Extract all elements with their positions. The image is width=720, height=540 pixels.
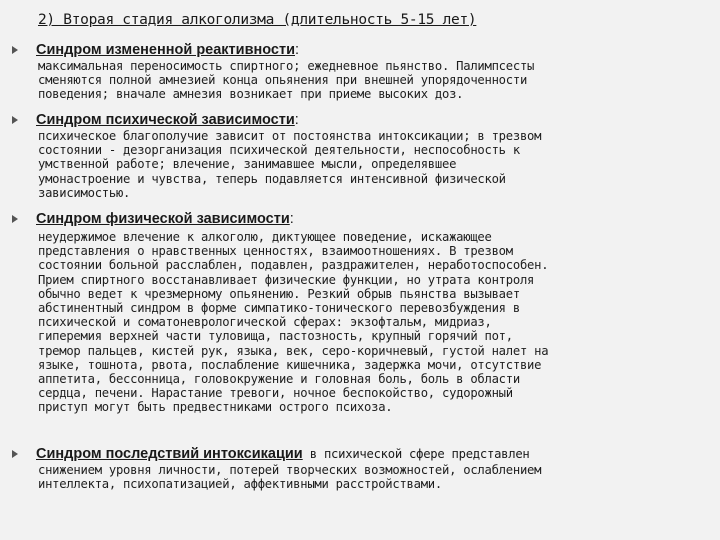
body-line: неудержимое влечение к алкоголю, диктующее поведение, искажающее [38, 230, 492, 244]
section-heading-text: Синдром физической зависимости [36, 211, 290, 227]
section-heading [36, 112, 299, 129]
section-heading [36, 211, 294, 228]
body-line: снижением уровня личности, потерей творческих возможностей, ослаблением [38, 463, 542, 477]
body-line: поведения; вначале амнезия возникает при приеме высоких доз. [38, 87, 464, 102]
body-line: интеллекта, психопатизацией, аффективными расстройствами. [38, 477, 442, 492]
body-line: психической и соматоневрологической сферах: экзофтальм, мидриаз, [38, 315, 492, 330]
body-line: обычно ведет к чрезмерному опьянению. Резкий обрыв пьянства вызывает [38, 286, 520, 301]
section-heading-suffix: в психической сфере представлен [302, 447, 530, 461]
section-heading-text: Синдром последствий интоксикации [36, 446, 303, 462]
section-heading-text: Синдром психической зависимости [36, 112, 295, 128]
triangle-bullet-icon [12, 116, 18, 124]
body-line: приступ могут быть предвестниками острого психоза. [38, 400, 393, 415]
triangle-bullet-icon [12, 46, 18, 54]
body-line: психическое благополучие зависит от постоянства интоксикации; в трезвом [38, 129, 542, 143]
section-heading [36, 446, 530, 463]
body-line: тремор пальцев, кистей рук, языка, век, серо-коричневый, густой налет на [38, 343, 549, 358]
section-heading-text: Синдром измененной реактивности [36, 42, 295, 58]
section-body [38, 59, 534, 102]
body-line: состоянии - дезорганизация психической деятельности, неспособность к [38, 143, 520, 158]
body-line: аппетита, бессонница, головокружение и головная боль, боль в области [38, 372, 520, 387]
body-line: максимальная переносимость спиртного; ежедневное пьянство. Палимпсесты [38, 59, 535, 73]
body-line: представления о нравственных ценностях, взаимоотношениях. В трезвом [38, 244, 513, 259]
body-line: гиперемия верхней части туловища, пастозность, крупный горячий пот, [38, 329, 513, 344]
body-line: Прием спиртного восстанавливает физические функции, но утрата контроля [38, 272, 535, 287]
section-body [38, 129, 541, 200]
section-heading-suffix: : [294, 112, 299, 128]
triangle-bullet-icon [12, 450, 18, 458]
section-heading-suffix: : [289, 211, 294, 227]
body-line: состоянии больной расслаблен, подавлен, раздражителен, неработоспособен. [38, 258, 549, 273]
body-line: умонастроение и чувства, теперь подавляется интенсивной физической [38, 171, 506, 186]
section-heading [36, 42, 299, 59]
slide-title: 2) Вторая стадия алкоголизма (длительность 5-15 лет) [38, 12, 477, 28]
section-body [38, 230, 548, 415]
triangle-bullet-icon [12, 215, 18, 223]
body-line: сердца, печени. Нарастание тревоги, ночное беспокойство, судорожный [38, 386, 513, 401]
body-line: умственной работе; влечение, занимавшее мысли, определявшее [38, 157, 457, 172]
body-line: зависимостью. [38, 185, 131, 200]
body-line: языке, тошнота, рвота, послабление кишечника, задержка мочи, отсутствие [38, 357, 542, 372]
section-heading-suffix: : [295, 42, 300, 58]
section-body [38, 463, 541, 491]
body-line: абстинентный синдром в форме симпатико-тонического перевозбуждения в [38, 301, 520, 316]
body-line: сменяются полной амнезией конца опьянения при внешней упорядоченности [38, 73, 528, 88]
